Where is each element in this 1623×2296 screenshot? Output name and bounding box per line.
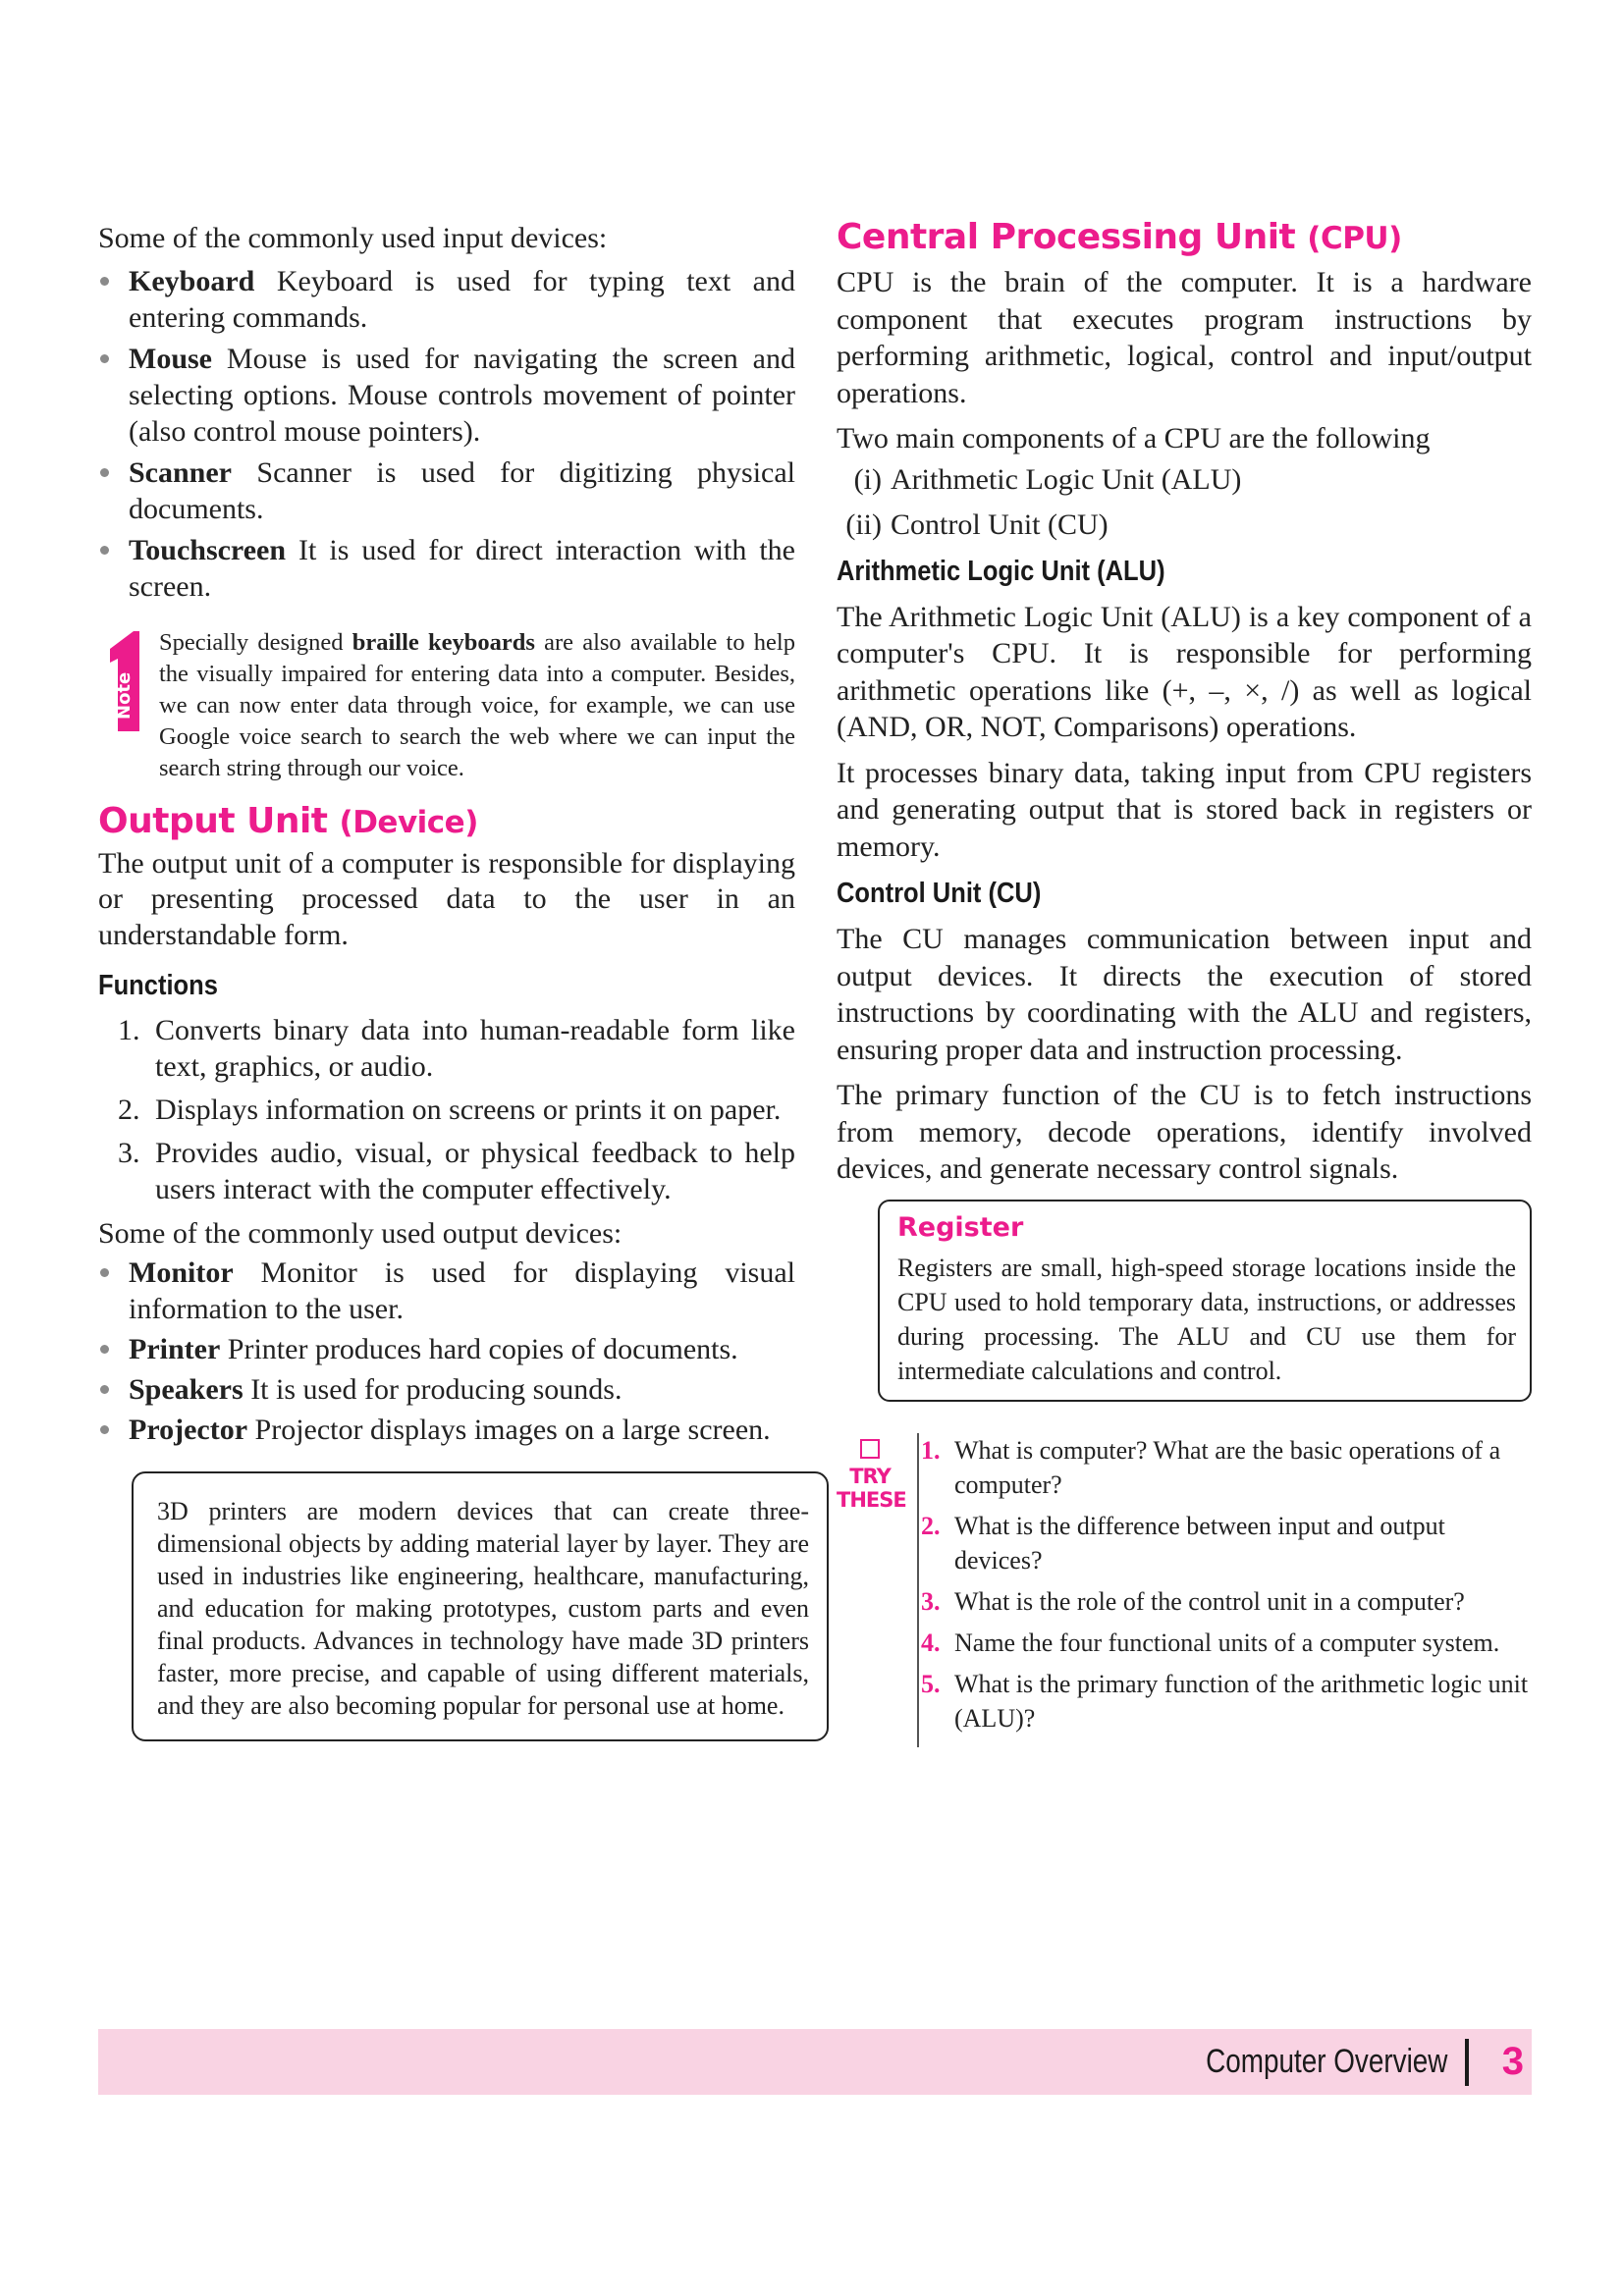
register-box — [878, 1200, 1532, 1402]
bullet-icon — [100, 354, 109, 363]
functions-list — [98, 1012, 795, 1207]
footer-band — [98, 2029, 1532, 2095]
alu-heading: Arithmetic Logic Unit (ALU) — [837, 555, 1165, 587]
bullet-icon — [100, 1385, 109, 1394]
footer-chapter-title: Computer Overview — [1205, 2043, 1447, 2080]
note-text: Specially designed braille keyboards are also available to help the visually impaired for entering data into a computer. Besides, we can now enter data through voice, for example, we can use Google voice search to search the web where we can input the search string through our voice. — [159, 628, 795, 781]
list-item: 1. What is computer? What are the basic operations of a computer? — [921, 1435, 1501, 1499]
cu-para-2: The primary function of the CU is to fetch instructions from memory, decode operations, identify involved devices, and generate necessary control signals. — [837, 1079, 1532, 1185]
try-these-questions — [837, 1433, 1532, 1735]
svg-text:Note: Note — [114, 671, 135, 720]
list-item: 2. What is the difference between input and output devices? — [921, 1511, 1445, 1575]
list-item: 2. Displays information on screens or prints it on paper. — [118, 1094, 782, 1126]
list-item: Projector Projector displays images on a large screen. — [98, 1412, 795, 1448]
bullet-icon — [100, 468, 109, 477]
checkbox-icon — [860, 1439, 880, 1459]
bullet-icon — [100, 1425, 109, 1434]
divider — [917, 1433, 919, 1747]
note-icon — [104, 629, 147, 731]
3d-printers-text: 3D printers are modern devices that can create three-dimensional objects by adding material layer by layer. They are used in industries like engineering, healthcare, manufacturing, and education for making prototypes, custom parts and even final products. Advances in technology have made 3D printers faster, more precise, and capable of using different materials, and they are also becoming popular for personal use at home. — [157, 1496, 809, 1720]
output-devices-list — [98, 1255, 795, 1448]
output-unit-para: The output unit of a computer is responsible for displaying or presenting processed data to the user in an understandable form. — [98, 846, 795, 951]
bullet-icon — [100, 1345, 109, 1354]
list-item: 1. Converts binary data into human-readable form like text, graphics, or audio. — [118, 1014, 795, 1083]
bullet-icon — [100, 1268, 109, 1277]
register-text: Registers are small, high-speed storage locations inside the CPU used to hold temporary data, instructions, or addresses during processing. The ALU and CU use them for intermediate calculations and control. — [897, 1253, 1516, 1385]
list-item: Monitor Monitor is used for displaying visual information to the user. — [98, 1255, 795, 1327]
right-column — [837, 216, 1532, 1742]
cu-para-1: The CU manages communication between input and output devices. It directs the execution of stored instructions by coordinating with the ALU and registers, ensuring proper data and instruction processing. — [837, 923, 1532, 1066]
list-item: 4. Name the four functional units of a computer system. — [921, 1628, 1500, 1657]
list-item: (i) Arithmetic Logic Unit (ALU) — [853, 462, 1242, 496]
left-column — [98, 220, 809, 1741]
3d-printers-box — [132, 1471, 829, 1741]
list-item: Scanner Scanner is used for digitizing physical documents. — [98, 454, 795, 527]
list-item: Printer Printer produces hard copies of documents. — [98, 1331, 795, 1367]
output-devices-intro: Some of the commonly used output devices: — [98, 1217, 622, 1250]
cpu-heading: Central Processing Unit (CPU) — [837, 217, 1402, 257]
footer-divider — [1465, 2039, 1469, 2086]
functions-heading: Functions — [98, 970, 218, 1001]
cpu-components-list — [837, 457, 1532, 548]
input-devices-list — [98, 263, 795, 605]
cpu-para: CPU is the brain of the computer. It is a hardware component that executes program instructions by performing arithmetic, logical, control and input/output operations. — [837, 266, 1532, 409]
try-these-label: TRY THESE — [837, 1433, 903, 1512]
cpu-components-intro: Two main components of a CPU are the following — [837, 422, 1431, 454]
list-item: Keyboard Keyboard is used for typing text and entering commands. — [98, 263, 795, 336]
register-title: Register — [897, 1211, 1024, 1243]
try-these-section — [837, 1433, 1532, 1735]
alu-para-1: The Arithmetic Logic Unit (ALU) is a key component of a computer's CPU. It is responsible for performing arithmetic operations like (+, –, ×, /) as well as logical (AND, OR, NOT, Comparisons) operations. — [837, 600, 1532, 743]
cu-heading: Control Unit (CU) — [837, 878, 1042, 909]
input-devices-intro: Some of the commonly used input devices: — [98, 222, 608, 254]
list-item: 3. What is the role of the control unit in a computer? — [921, 1586, 1465, 1616]
list-item: Mouse Mouse is used for navigating the screen and selecting options. Mouse controls movement of pointer (also control mouse pointers). — [98, 341, 795, 450]
list-item: 5. What is the primary function of the arithmetic logic unit (ALU)? — [921, 1669, 1529, 1733]
note-block — [98, 627, 795, 784]
output-unit-heading: Output Unit (Device) — [98, 800, 478, 841]
list-item: 3. Provides audio, visual, or physical feedback to help users interact with the computer effectively. — [118, 1137, 795, 1205]
alu-para-2: It processes binary data, taking input from CPU registers and generating output that is stored back in registers or memory. — [837, 756, 1532, 863]
bullet-icon — [100, 546, 109, 555]
page-number: 3 — [1501, 2040, 1524, 2083]
bullet-icon — [100, 277, 109, 286]
list-item: Touchscreen It is used for direct interaction with the screen. — [98, 532, 795, 605]
list-item: Speakers It is used for producing sounds. — [98, 1371, 795, 1408]
list-item: (ii) Control Unit (CU) — [845, 507, 1109, 541]
